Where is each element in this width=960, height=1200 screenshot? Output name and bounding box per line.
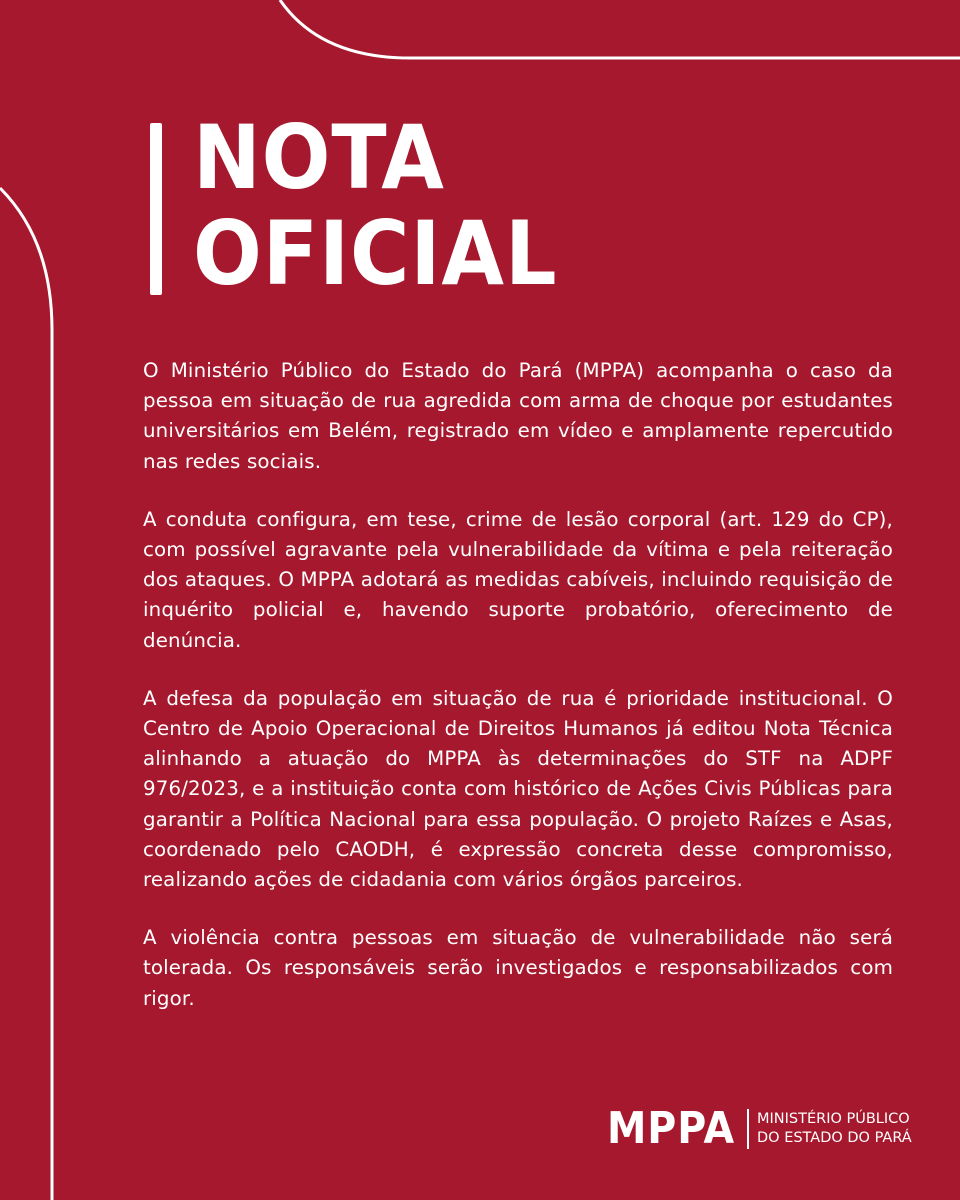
page-title bbox=[193, 106, 558, 305]
top-right-curve bbox=[280, 0, 960, 58]
paragraph-1: O Ministério Público do Estado do Pará (MPPA) acompanha o caso da pessoa em situação de rua agredida com arma de choque por estudantes universitários em Belém, registrado em vídeo e amplamente repercutido nas redes sociais. bbox=[143, 359, 893, 473]
title-line-1: NOTA bbox=[193, 106, 445, 209]
note-body bbox=[143, 356, 893, 1042]
left-curve bbox=[0, 188, 52, 1200]
paragraph-2: A conduta configura, em tese, crime de lesão corporal (art. 129 do CP), com possível agravante pela vulnerabilidade da vítima e pela reiteração dos ataques. O MPPA adotará as medidas cabíveis, incluindo requisição de inquérito policial e, havendo suporte probatório, oferecimento de denúncia. bbox=[143, 507, 893, 652]
title-line-2: OFICIAL bbox=[193, 202, 558, 305]
paragraph-4: A violência contra pessoas em situação de vulnerabilidade não será tolerada. Os responsáveis serão investigados e responsabilizados com rigor. bbox=[143, 926, 893, 1010]
logo-text-line-1: MINISTÉRIO PÚBLICO bbox=[757, 1111, 910, 1127]
logo-text-line-2: DO ESTADO DO PARÁ bbox=[757, 1130, 912, 1146]
mppa-logo bbox=[607, 1103, 912, 1154]
logo-wordmark: MPPA bbox=[607, 1103, 736, 1154]
paragraph-3: A defesa da população em situação de rua é prioridade institucional. O Centro de Apoio Operacional de Direitos Humanos já editou Nota Técnica alinhando a atuação do MPPA às determinações do STF na ADPF 976/2023, e a instituição conta com histórico de Ações Civis Públicas para garantir a Política Nacional para essa população. O projeto Raízes e Asas, coordenado pelo CAODH, é expressão concreta desse compromisso, realizando ações de cidadania com vários órgãos parceiros. bbox=[143, 686, 893, 892]
logo-divider bbox=[747, 1109, 749, 1149]
logo-text bbox=[757, 1110, 912, 1148]
title-accent-bar bbox=[150, 123, 162, 295]
